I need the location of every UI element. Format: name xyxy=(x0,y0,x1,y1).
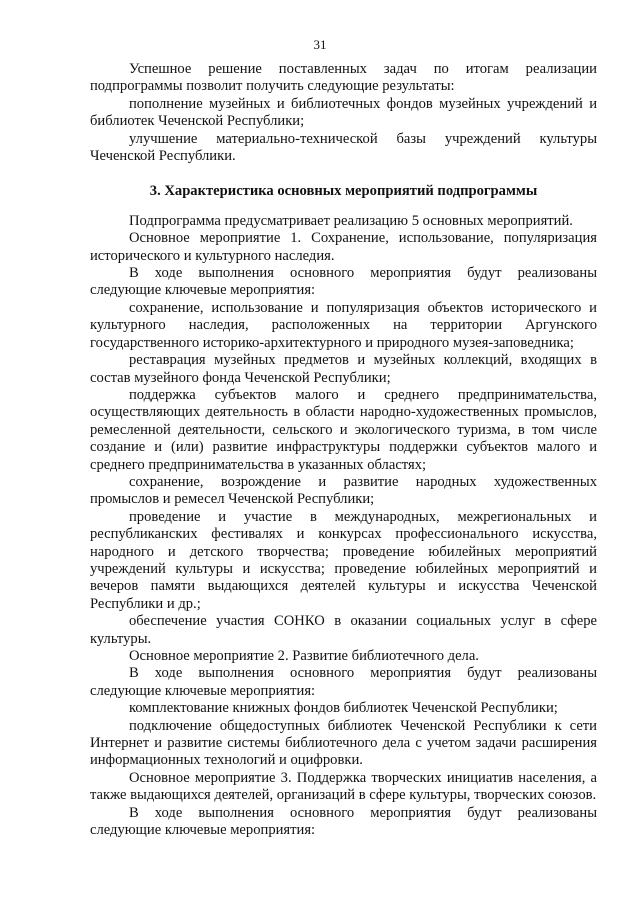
paragraph: улучшение материально-технической базы учреждений культуры Чеченской Республики. xyxy=(90,130,597,165)
paragraph: комплектование книжных фондов библиотек Чеченской Республики; xyxy=(129,700,558,717)
paragraph: В ходе выполнения основного мероприятия будут реализованы следующие ключевые мероприятия: xyxy=(90,265,597,299)
paragraph: сохранение, использование и популяризация объектов исторического и культурного наследия, расположенных на территории Аргунского государственного историко-архитектурного и природного музея-заповедника; xyxy=(90,299,597,351)
paragraph: В ходе выполнения основного мероприятия будут реализованы следующие ключевые мероприятия: xyxy=(90,665,597,699)
page-number: 31 xyxy=(313,37,327,52)
paragraph: Основное мероприятие 3. Поддержка творческих инициатив населения, а также выдающихся деятелей, организаций в сфере культуры, творческих союзов. xyxy=(90,769,597,804)
paragraph: обеспечение участия СОНКО в оказании социальных услуг в сфере культуры. xyxy=(90,613,597,647)
paragraph: подключение общедоступных библиотек Чеченской Республики к сети Интернет и развитие системы библиотечного дела с учетом задачи расширения информационных технологий и оцифровки. xyxy=(90,717,597,769)
paragraph: Основное мероприятие 1. Сохранение, использование, популяризация исторического и культурного наследия. xyxy=(90,230,597,264)
paragraph: проведение и участие в международных, межрегиональных и республиканских фестивалях и конкурсах профессионального искусства, народного и детского творчества; проведение юбилейных мероприятий учреждений культуры и искусства; проведение юбилейных мероприятий и вечеров памяти выдающихся деятелей культуры и искусства Чеченской Республики и др.; xyxy=(90,508,597,612)
paragraph: поддержка субъектов малого и среднего предпринимательства, осуществляющих деятельность в области народно-художественных промыслов, ремесленной деятельности, сельского и экологического туризма, в том числе создание и (или) развитие инфраструктуры поддержки субъектов малого и среднего предпринимательства в указанных областях; xyxy=(90,386,597,473)
paragraph: Основное мероприятие 2. Развитие библиотечного дела. xyxy=(129,648,479,664)
paragraph: сохранение, возрождение и развитие народных художественных промыслов и ремесел Чеченской Республики; xyxy=(90,473,597,508)
page-content xyxy=(90,61,597,839)
paragraph: реставрация музейных предметов и музейных коллекций, входящих в состав музейного фонда Чеченской Республики; xyxy=(90,352,597,386)
paragraph: Успешное решение поставленных задач по итогам реализации подпрограммы позволит получить следующие результаты: xyxy=(90,61,597,95)
paragraph: Подпрограмма предусматривает реализацию 5 основных мероприятий. xyxy=(129,212,573,229)
section-heading: 3. Характеристика основных мероприятий подпрограммы xyxy=(149,183,538,200)
paragraph: пополнение музейных и библиотечных фондов музейных учреждений и библиотек Чеченской Республики; xyxy=(90,95,597,130)
paragraph: В ходе выполнения основного мероприятия будут реализованы следующие ключевые мероприятия: xyxy=(90,804,597,839)
